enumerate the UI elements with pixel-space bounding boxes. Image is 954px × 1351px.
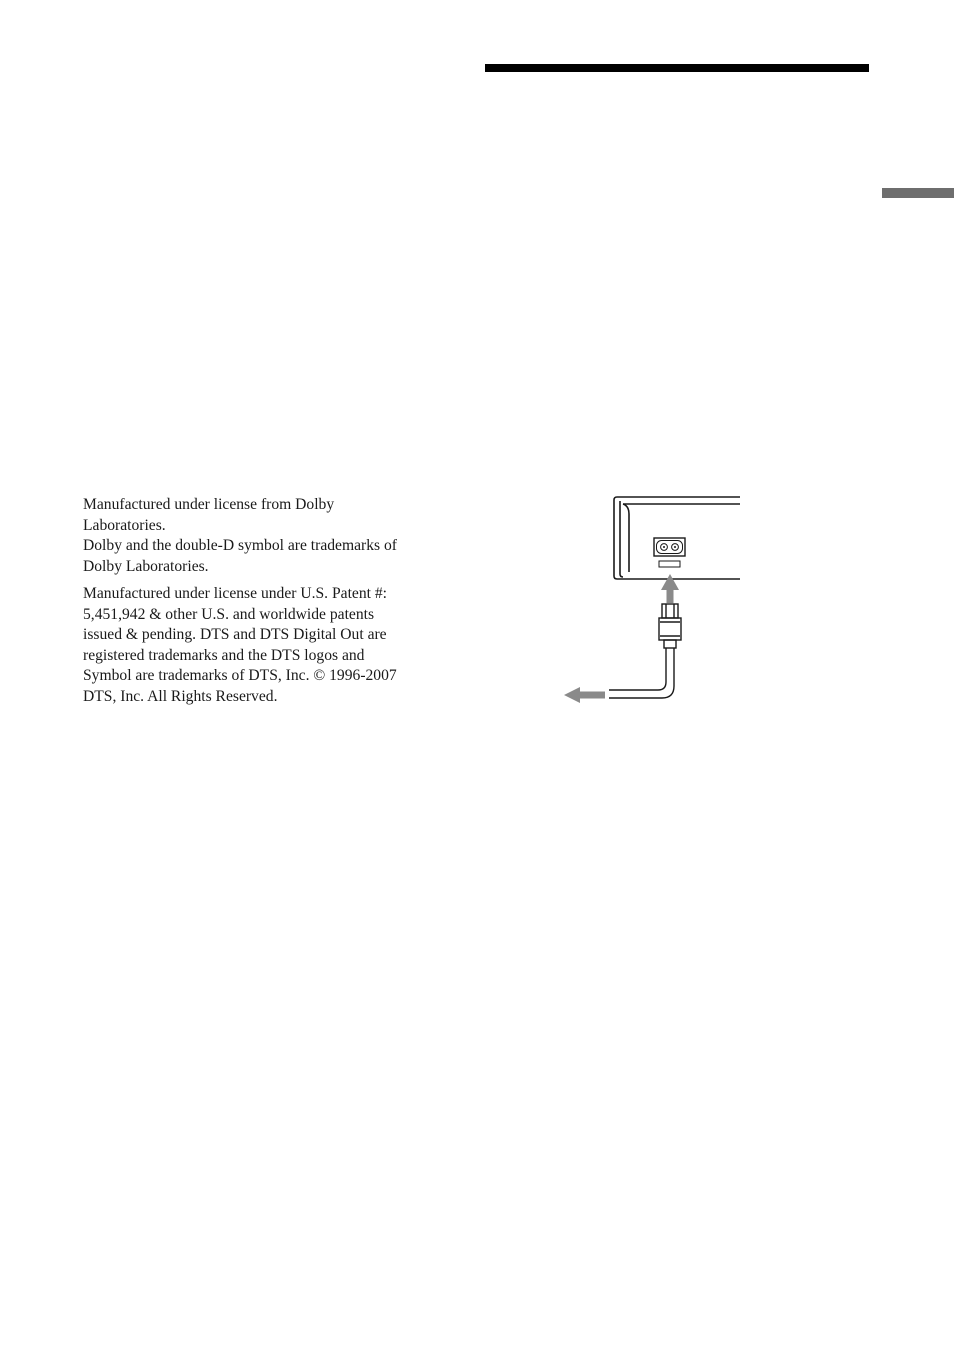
power-plug [659, 604, 681, 656]
dts-notice-text: Manufactured under license under U.S. Patent #: 5,451,942 & other U.S. and worldwide patents issued & pending. DTS and DTS Digital Out are registered trademarks and the DTS logos and Symbol are trademarks of DTS, Inc. © 1996-2007 DTS, Inc. All Rights Reserved. [83, 585, 397, 705]
dts-license-notice [83, 584, 413, 707]
power-cable [609, 656, 674, 698]
section-top-rule [485, 64, 869, 72]
dolby-notice-line-1: Manufactured under license from Dolby Laboratories. [83, 496, 335, 534]
power-cord-illustration [555, 490, 740, 710]
ac-inlet-socket [654, 538, 685, 567]
dolby-notice-line-2: Dolby and the double-D symbol are trademarks of Dolby Laboratories. [83, 537, 397, 575]
chapter-side-tab [882, 188, 954, 198]
power-cord-diagram [555, 490, 740, 710]
to-wall-outlet-arrow-icon [564, 687, 605, 703]
dolby-license-notice [83, 495, 413, 577]
